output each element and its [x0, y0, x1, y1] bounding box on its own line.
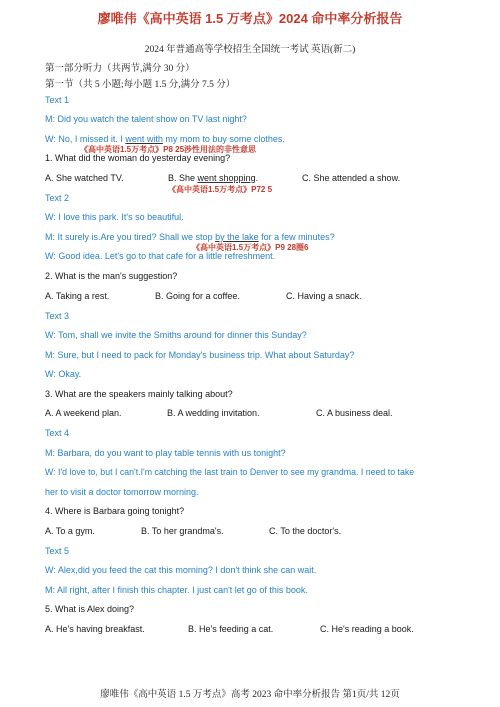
section-heading: 第一节（共 5 小题;每小题 1.5 分,满分 7.5 分） [45, 80, 236, 90]
option: A. To a gym. [45, 526, 95, 536]
dialogue-line: M: All right, after I finish this chapter. I just can't let go of this book. [45, 585, 308, 595]
dialogue-text: W: No, I missed it. I [45, 134, 126, 144]
dialogue-text: my mom to buy some clothes. [162, 134, 285, 144]
option: A. She watched TV. [45, 173, 124, 183]
dialogue-line: M: Did you watch the talent show on TV last night? [45, 114, 247, 124]
option: B. Going for a coffee. [155, 291, 240, 301]
option: A. Taking a rest. [45, 291, 110, 301]
option: C. To the doctor's. [269, 526, 342, 536]
dialogue-line: M: Barbara, do you want to play table tennis with us tonight? [45, 448, 286, 458]
question: 3. What are the speakers mainly talking about? [45, 389, 233, 399]
option: C. He's reading a book. [320, 624, 414, 634]
part-heading: 第一部分听力（共两节,满分 30 分） [45, 64, 195, 74]
option: B. She went shopping. [168, 173, 259, 183]
dialogue-line [45, 134, 285, 144]
dialogue-line: her to visit a doctor tomorrow morning. [45, 487, 199, 497]
report-title: 廖唯伟《高中英语 1.5 万考点》2024 命中率分析报告 [97, 11, 403, 26]
dialogue-line: W: Tom, shall we invite the Smiths around for dinner this Sunday? [45, 330, 307, 340]
exam-title: 2024 年普通高等学校招生全国统一考试 英语(新二) [144, 45, 356, 55]
dialogue-text: M: It surely is.Are you tired? Shall we stop [45, 232, 216, 242]
option: B. A wedding invitation. [167, 408, 260, 418]
text-label: Text 5 [45, 546, 70, 556]
question: 2. What is the man's suggestion? [45, 271, 178, 281]
option: A. A weekend plan. [45, 408, 122, 418]
dialogue-line: W: I'd love to, but I can't.I'm catching the last train to Denver to see my grandma. I need to take [45, 467, 415, 477]
option: C. A business deal. [316, 408, 393, 418]
question: 5. What is Alex doing? [45, 604, 135, 614]
dialogue-line: W: I love this park. It's so beautiful. [45, 212, 184, 222]
dialogue-line: W: Good idea. Let's go to that cafe for a little refreshment. [45, 251, 276, 261]
option: B. To her grandma's. [141, 526, 224, 536]
annotation-note: 《高中英语1.5万考点》P72 5 [168, 185, 273, 194]
dialogue-text: for a few minutes? [258, 232, 335, 242]
underlined-phrase: went with [125, 134, 163, 144]
question: 4. Where is Barbara going tonight? [45, 506, 185, 516]
underlined-phrase: by the lake [215, 232, 259, 242]
option: A. He's having breakfast. [45, 624, 145, 634]
dialogue-line: W: Alex,did you feed the cat this morning? I don't think she can wait. [45, 565, 317, 575]
question: 1. What did the woman do yesterday evening? [45, 153, 231, 163]
option: C. Having a snack. [286, 291, 362, 301]
dialogue-line [45, 232, 335, 242]
page-footer: 廖唯伟《高中英语 1.5 万考点》高考 2023 命中率分析报告 第1页/共 12页 [100, 690, 400, 700]
text-label: Text 3 [45, 311, 70, 321]
text-label: Text 4 [45, 428, 70, 438]
annotation-note: 《高中英语1.5万考点》P8 25涉性用法的非性意思 [80, 145, 257, 154]
text-label: Text 2 [45, 193, 70, 203]
text-label: Text 1 [45, 95, 70, 105]
dialogue-line: M: Sure, but I need to pack for Monday's business trip. What about Saturday? [45, 350, 355, 360]
dialogue-line: W: Okay. [45, 369, 82, 379]
annotation-note: 《高中英语1.5万考点》P9 28圈6 [192, 243, 309, 252]
option: C. She attended a show. [302, 173, 401, 183]
option: B. He's feeding a cat. [188, 624, 274, 634]
underlined-phrase: went shopping [197, 173, 256, 183]
